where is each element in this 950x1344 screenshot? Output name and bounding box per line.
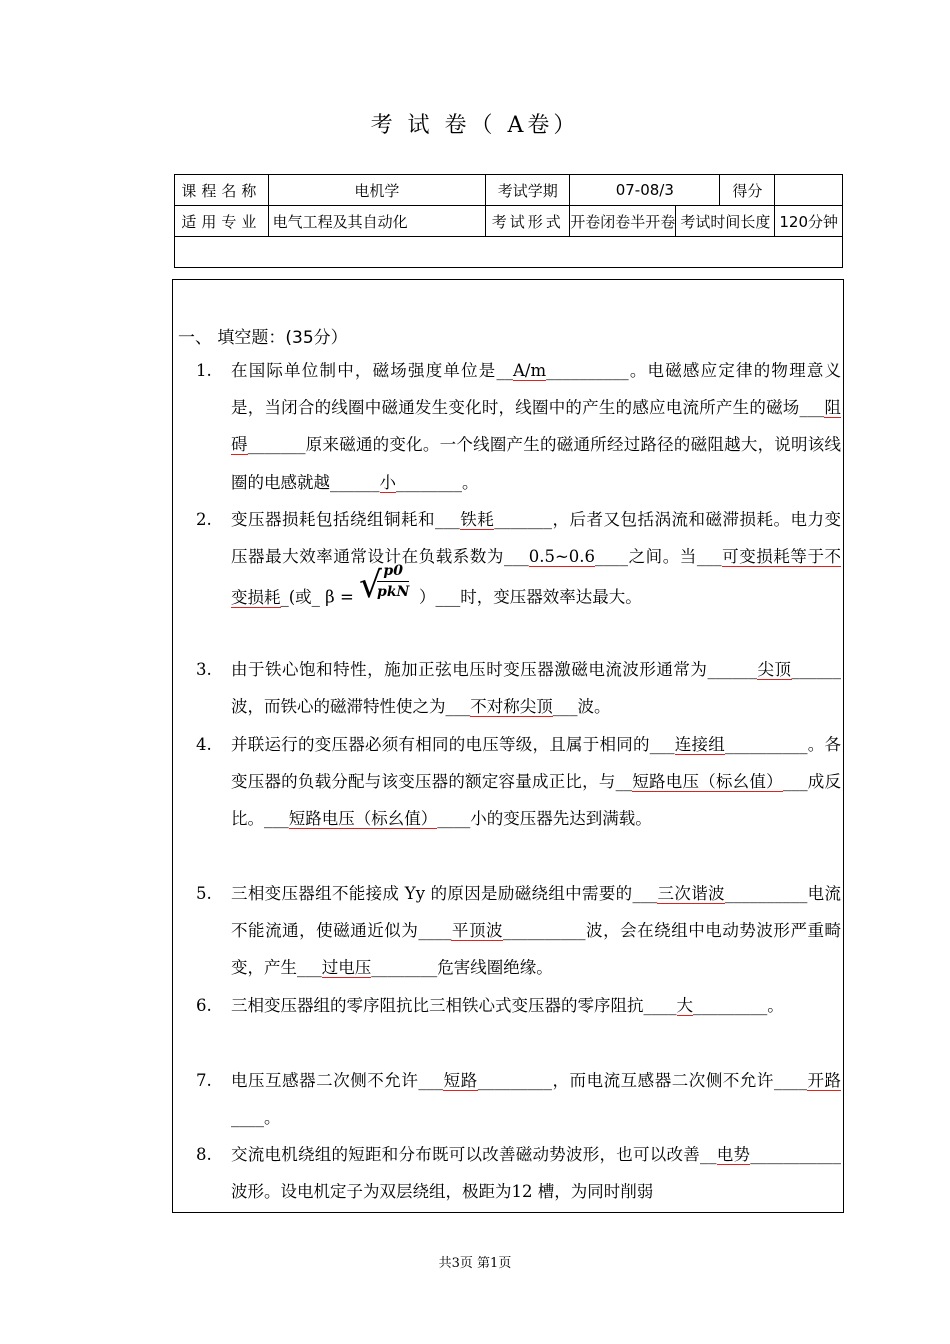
question-text: 并联运行的变压器必须有相同的电压等级，且属于相同的___ <box>231 735 675 754</box>
major-label: 适用专业 <box>175 206 269 237</box>
answer: 不对称尖顶 <box>470 697 553 717</box>
term-label: 考试学期 <box>486 175 570 206</box>
question-text: _______，后者又包括涡流和磁滞损耗。电力变压器最大效率通常设计在负载系数为___ <box>231 510 841 567</box>
question-text: ______波，而铁心的磁滞特性使之为___ <box>231 660 842 717</box>
question-text: _________，而电流互感器二次侧不允许____ <box>477 1071 807 1090</box>
duration-value: 120分钟 <box>775 206 843 237</box>
question-text: _(或_ β = <box>280 587 354 607</box>
course-info-table <box>174 174 843 268</box>
answer: 铁耗 <box>459 510 495 529</box>
answer: 连接组 <box>674 735 725 754</box>
answer: 可变损耗等于不变损耗 <box>231 547 842 607</box>
question-text: ___________波形。设电机定子为双层绕组，极距为12 槽，为同时削弱 <box>231 1145 841 1202</box>
question-text: ________。 <box>396 472 479 492</box>
score-label: 得分 <box>720 175 775 206</box>
score-value[interactable] <box>775 175 843 206</box>
question-number: 3. <box>196 660 212 679</box>
question-text: 变压器损耗包括绕组铜耗和___ <box>231 510 460 529</box>
question-4 <box>196 726 841 838</box>
question-7 <box>196 1062 841 1136</box>
term-value: 07-08/3 <box>570 175 720 206</box>
question-3 <box>196 651 841 725</box>
formula-numerator: p0 <box>383 563 403 580</box>
question-2 <box>196 501 841 621</box>
question-5 <box>196 875 841 987</box>
duration-label: 考试时间长度 <box>676 206 775 237</box>
answer: 0.5~0.6 <box>528 547 596 567</box>
question-number: 6. <box>196 996 212 1015</box>
question-text: ____。 <box>231 1108 281 1128</box>
answer: 短路电压（标幺值） <box>288 809 438 829</box>
question-8 <box>196 1136 841 1210</box>
answer: 短路 <box>443 1071 478 1090</box>
question-text: 由于铁心饱和特性，施加正弦电压时变压器激磁电流波形通常为______ <box>231 660 757 679</box>
question-text: __________。各变压器的负载分配与该变压器的额定容量成正比，与__ <box>231 735 841 792</box>
question-text: _________。 <box>693 996 784 1015</box>
formula-denominator: pkN <box>377 581 409 602</box>
answer: 大 <box>676 996 693 1015</box>
question-text: 交流电机绕组的短距和分布既可以改善磁动势波形，也可以改善__ <box>231 1145 717 1164</box>
question-text: _______原来磁通的变化。一个线圈产生的磁通所经过路径的磁阻越大，说明该线圈的电感就越______ <box>231 435 842 492</box>
answer: 尖顶 <box>756 660 792 679</box>
answer: 短路电压（标幺值） <box>632 772 783 792</box>
question-number: 8. <box>196 1145 212 1164</box>
page-footer: 共3页 第1页 <box>438 1256 512 1271</box>
answer: 三次谐波 <box>657 884 725 903</box>
answer: A/m <box>513 361 547 380</box>
question-1 <box>196 352 841 501</box>
question-text: __________波，会在绕组中电动势波形严重畸变，产生___ <box>231 921 842 978</box>
question-text: ___波。 <box>552 697 611 717</box>
question-text: 在国际单位制中，磁场强度单位是__ <box>231 361 513 380</box>
question-text: __________。电磁感应定律的物理意义是，当闭合的线圈中磁通发生变化时，线圈中的产生的感应电流所产生的磁场___ <box>231 361 842 418</box>
form-value: 开卷闭卷半开卷 <box>570 206 676 237</box>
major-value: 电气工程及其自动化 <box>268 206 486 237</box>
efficiency-formula: √ p0 pkN <box>359 563 410 607</box>
section-heading: 一、 填空题：(35分） <box>178 328 348 348</box>
form-label: 考试形式 <box>486 206 570 237</box>
answer: 过电压 <box>321 958 372 978</box>
question-text: ____小的变压器先达到满载。 <box>437 809 652 829</box>
question-number: 2. <box>196 510 212 529</box>
answer: 电势 <box>716 1145 751 1164</box>
blank-row <box>175 237 843 268</box>
answer: 阻碍 <box>231 398 842 455</box>
answer: 平顶波 <box>451 921 504 941</box>
question-text: ___成反比。___ <box>231 772 842 829</box>
question-number: 5. <box>196 884 212 903</box>
answer: 开路 <box>806 1071 842 1090</box>
question-text: ）___时，变压器效率达最大。 <box>419 587 642 607</box>
exam-title: 考 试 卷（ A卷） <box>370 113 580 138</box>
question-text: 电压互感器二次侧不允许___ <box>231 1071 444 1090</box>
course-label: 课程名称 <box>175 175 269 206</box>
question-6 <box>196 987 841 1024</box>
question-text: 三相变压器组的零序阻抗比三相铁心式变压器的零序阻抗____ <box>231 996 677 1015</box>
question-number: 4. <box>196 735 212 754</box>
question-text: __________电流不能流通，使磁通近似为____ <box>231 884 842 941</box>
question-number: 7. <box>196 1071 212 1090</box>
question-text: ________危害线圈绝缘。 <box>371 958 553 978</box>
question-text: 三相变压器组不能接成 Yy 的原因是励磁绕组中需要的___ <box>231 884 658 903</box>
question-number: 1. <box>196 361 212 380</box>
course-value: 电机学 <box>268 175 486 206</box>
answer: 小 <box>379 472 396 492</box>
question-text: ____之间。当___ <box>595 547 722 567</box>
